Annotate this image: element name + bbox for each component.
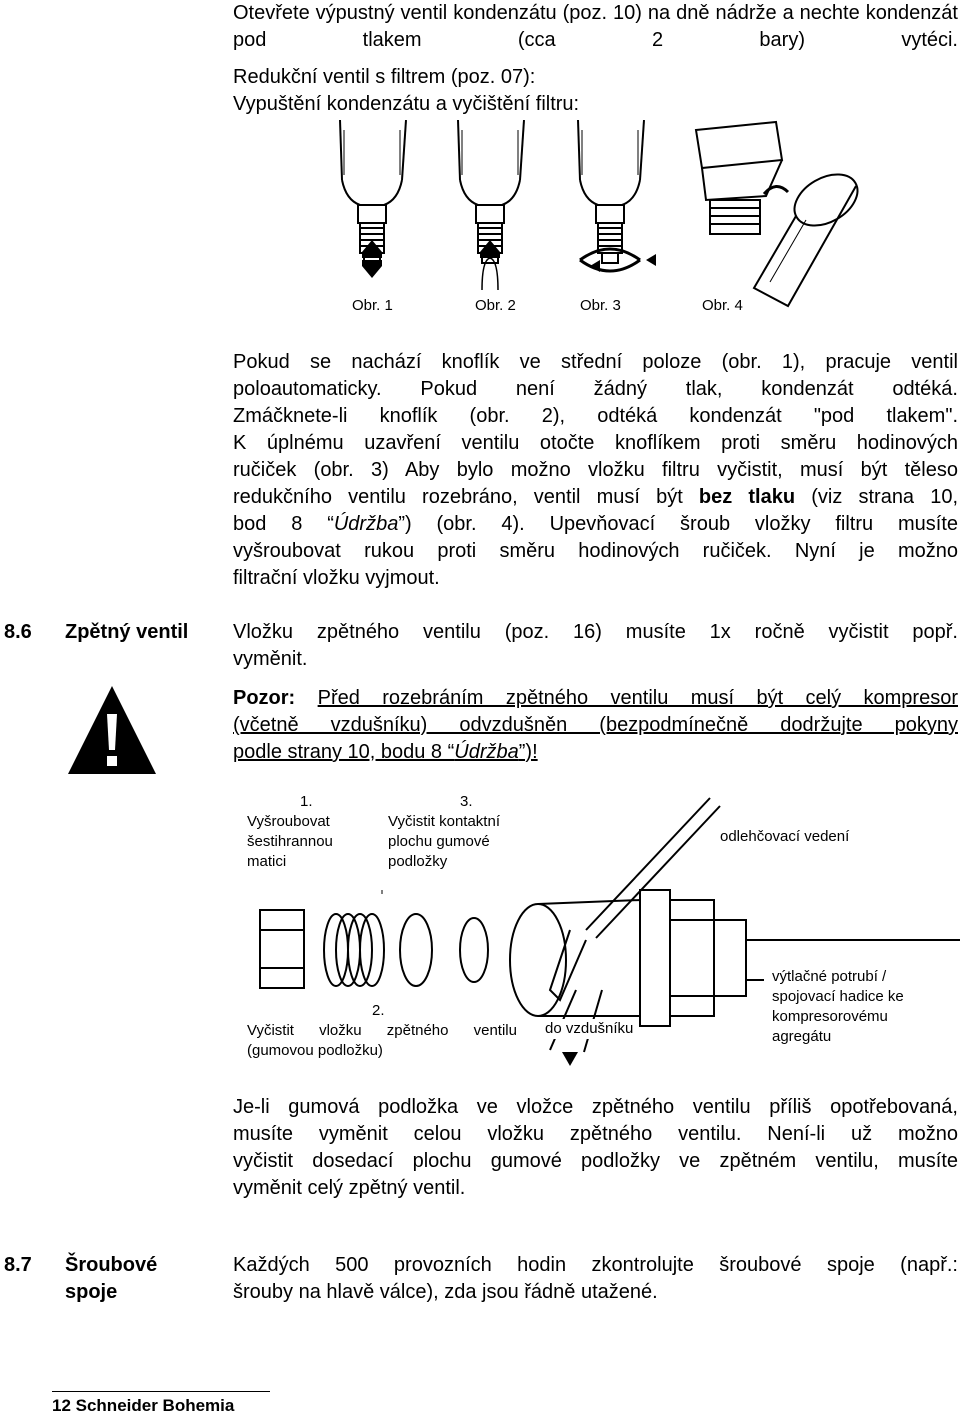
filter-para-line4: K úplnému uzavření ventilu otočte knoflíkem proti směru hodinových [233,432,958,454]
filter-para-line2: poloautomaticky. Pokud není žádný tlak, kondenzát odtéká. [233,378,958,400]
filter-para-line7: bod 8 “Údržba”) (obr. 4). Upevňovací šroub vložky filtru musíte [233,513,958,535]
section-86-title: Zpětný ventil [65,621,189,643]
section-87-number: 8.7 [4,1254,32,1276]
filter-para-line5: ručiček (obr. 3) Aby bylo možno vložku filtru vyčistit, musí být těleso [233,459,958,481]
footer-rule [52,1391,270,1392]
spring-drawing [324,914,384,986]
figure-label-obr4: Obr. 4 [702,297,743,314]
relief-line-label: odlehčovací vedení [720,828,850,845]
relief-line-drawing [586,798,720,938]
check-para-line2: musíte vyměnit celou vložku zpětného ventilu. Není-li už možno [233,1123,958,1145]
section-86-line2: vyměnit. [233,648,308,670]
filter-para-line6: redukčního ventilu rozebráno, ventil musí být bez tlaku (viz strana 10, [233,486,958,508]
filter-obr4-drawing [696,122,866,306]
filter-obr3-drawing [578,120,644,271]
filter-para-line1: Pokud se nachází knoflík ve střední poloze (obr. 1), pracuje ventil [233,351,958,373]
figure-label-obr2: Obr. 2 [475,297,516,314]
step2-label-line2: (gumovou podložku) [247,1042,383,1059]
section-87-line1: Každých 500 provozních hodin zkontrolujte šroubové spoje (např.: [233,1254,958,1276]
figure-label-obr3: Obr. 3 [580,297,621,314]
intro-paragraph: Otevřete výpustný ventil kondenzátu (poz. 10) na dně nádrže a nechte kondenzát pod tlakem (cca 2 bary) vytéci. [233,2,958,51]
section-87-line2: šrouby na hlavě válce), zda jsou řádně utažené. [233,1281,658,1303]
step1-number: 1. [300,793,313,810]
step3-label: Vyčistit kontaktní plochu gumové podložky [388,813,500,870]
step2-number: 2. [372,1002,385,1019]
section-86-number: 8.6 [4,621,32,643]
step3-number: 3. [460,793,473,810]
maintenance-ref: Údržba [333,513,399,535]
filter-subheading: Vypuštění kondenzátu a vyčištění filtru: [233,93,580,115]
filter-figure [336,120,960,320]
warning-line1: Pozor: Před rozebráním zpětného ventilu musí být celý kompresor [233,687,958,709]
discharge-label: výtlačné potrubí / spojovací hadice ke kompresorovému agregátu [764,965,960,1049]
filter-para-line9: filtrační vložku vyjmout. [233,567,440,589]
filter-para-line3: Zmáčknete-li knoflík (obr. 2), odtéká kondenzát "pod tlakem". [233,405,958,427]
warning-line3: podle strany 10, bodu 8 “Údržba”)! [233,741,538,763]
step2-label-line1: Vyčistit vložku zpětného ventilu [247,1022,517,1039]
check-para-line4: vyměnit celý zpětný ventil. [233,1177,466,1199]
step1-label: Vyšroubovat šestihrannou matici [247,813,333,870]
tank-label: do vzdušníku [545,1020,634,1037]
page-footer: 12 Schneider Bohemia [52,1396,235,1415]
warning-label: Pozor: [233,687,296,709]
filter-para-line8: vyšroubovat rukou proti směru hodinových ručiček. Nyní je možno [233,540,958,562]
figure-label-obr1: Obr. 1 [352,297,393,314]
no-pressure-emphasis: bez tlaku [698,486,796,508]
check-para-line3: vyčistit dosedací plochu gumové podložky ve zpětném ventilu, musíte [233,1150,958,1172]
warning-line2: (včetně vzdušníku) odvzdušněn (bezpodmínečně dodržujte pokyny [233,714,958,736]
filter-heading: Redukční ventil s filtrem (poz. 07): [233,66,536,88]
hex-nut-drawing [260,910,304,988]
check-para-line1: Je-li gumová podložka ve vložce zpětného ventilu příliš opotřebovaná, [233,1096,958,1118]
warning-icon [66,684,158,776]
filter-obr2-drawing [458,120,524,290]
check-valve-insert-drawing [400,914,488,986]
section-87-title: Šroubové spoje [65,1254,158,1303]
section-86-line1: Vložku zpětného ventilu (poz. 16) musíte 1x ročně vyčistit popř. [233,621,958,643]
